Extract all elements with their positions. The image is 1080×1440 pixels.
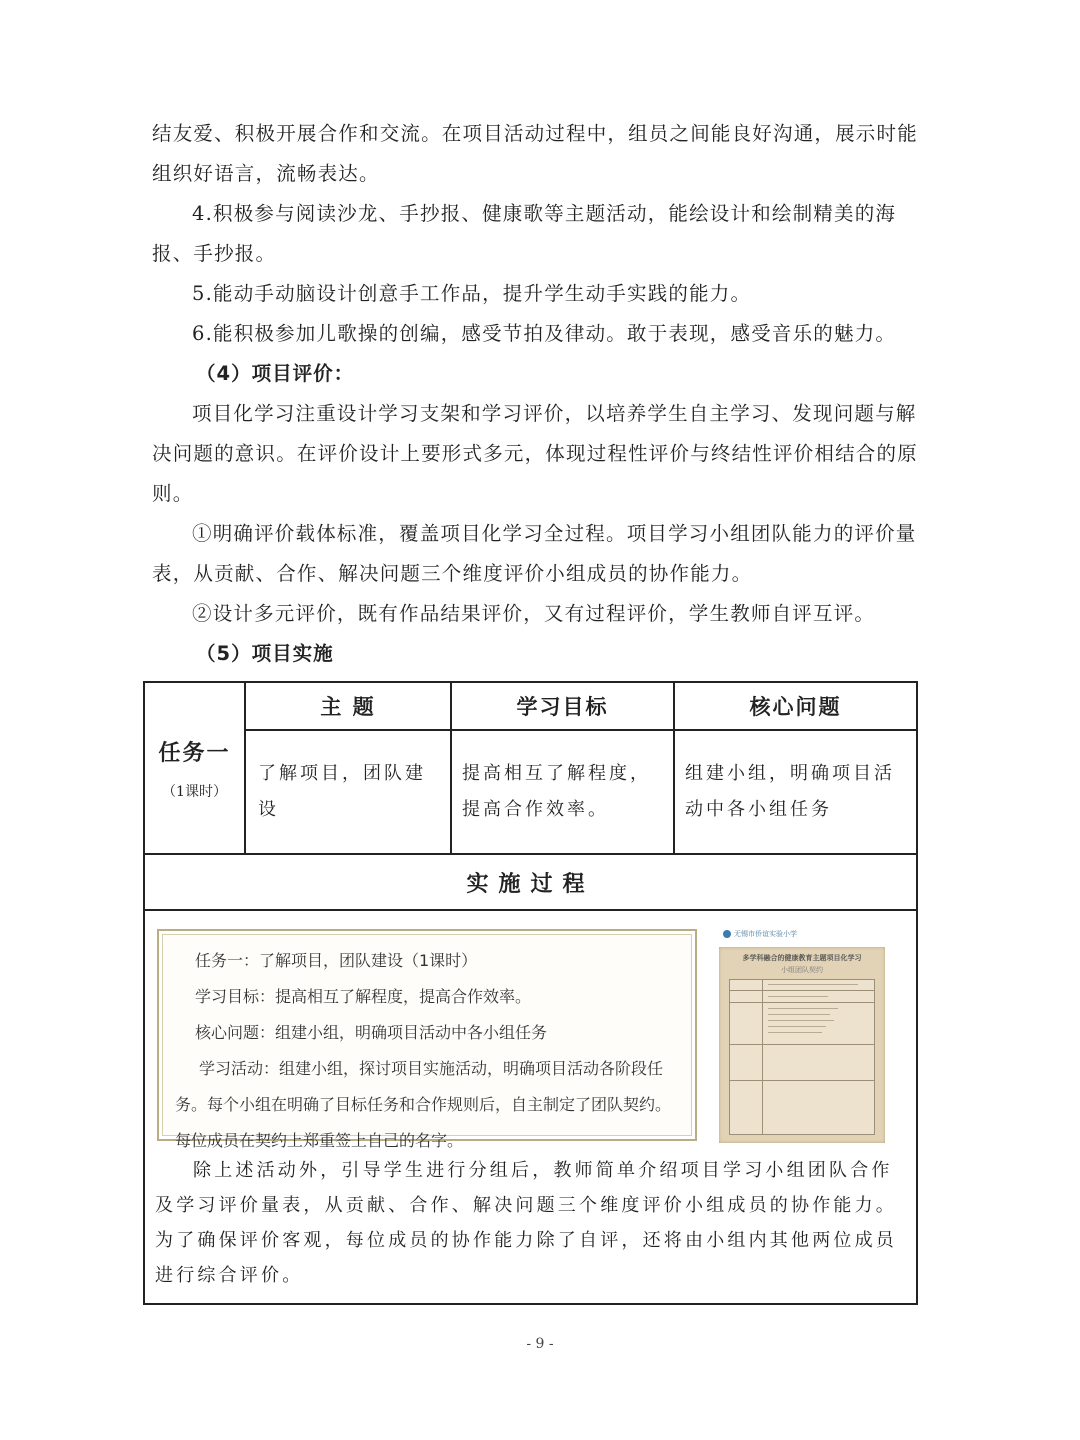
- task-title: 任务一: [158, 740, 231, 766]
- contract-grid-row: [730, 1002, 874, 1003]
- process-description: 除上述活动外，引导学生进行分组后，教师简单介绍项目学习小组团队合作及学习评价量表，从贡献、合作、解决问题三个维度评价小组成员的协作能力。为了确保评价客观，每位成员的协作能力除了自评，还将由小组内其他两位成员进行综合评价。: [155, 1160, 897, 1286]
- header-question: 核心问题: [674, 682, 917, 730]
- contract-text-line: [768, 1026, 826, 1027]
- paragraph-evaluation-point-1: ①明确评价载体标准，覆盖项目化学习全过程。项目学习小组团队能力的评价量表，从贡献、合作、解决问题三个维度评价小组成员的协作能力。: [152, 522, 917, 585]
- contract-text-line: [768, 1020, 834, 1021]
- page-number: - 9 -: [526, 1336, 554, 1352]
- contract-paper: [719, 947, 885, 1143]
- contract-text-line: [768, 984, 858, 985]
- summary-line-question: 核心问题：组建小组，明确项目活动中各小组任务: [195, 1023, 548, 1042]
- implementation-table: [143, 681, 918, 1305]
- task-hours: （1课时）: [162, 783, 227, 800]
- contract-text-line: [768, 996, 828, 997]
- contract-grid-row: [730, 990, 874, 991]
- school-logo: [723, 929, 797, 939]
- theme-text: 了解项目，团队建设: [258, 763, 426, 820]
- contract-title: 多学科融合的健康教育主题项目化学习: [742, 954, 862, 962]
- goal-cell: [451, 730, 674, 854]
- theme-cell: [245, 730, 451, 854]
- team-contract-image: [719, 929, 885, 1143]
- summary-line-goal: 学习目标：提高相互了解程度，提高合作效率。: [195, 987, 532, 1006]
- question-text: 组建小组，明确项目活动中各小组任务: [685, 763, 895, 820]
- contract-grid-divider: [762, 980, 763, 1134]
- question-cell: [674, 730, 917, 854]
- contract-grid-row: [730, 1080, 874, 1081]
- section-heading-evaluation: （4）项目评价：: [196, 362, 355, 385]
- paragraph-evaluation-intro: 项目化学习注重设计学习支架和学习评价，以培养学生自主学习、发现问题与解决问题的意识。在评价设计上要形式多元，体现过程性评价与终结性评价相结合的原则。: [152, 402, 918, 505]
- process-body: [144, 910, 917, 1304]
- contract-subtitle: 小组团队契约: [781, 966, 823, 974]
- header-goal: 学习目标: [451, 682, 674, 730]
- summary-line-task: 任务一：了解项目，团队建设（1课时）: [195, 951, 478, 970]
- contract-grid: [729, 979, 875, 1135]
- contract-text-line: [768, 1008, 838, 1009]
- paragraph-evaluation-point-2: ②设计多元评价，既有作品结果评价，又有过程评价，学生教师自评互评。: [192, 602, 876, 625]
- school-name: 无锡市侨谊实验小学: [734, 930, 797, 938]
- goal-text: 提高相互了解程度，提高合作效率。: [462, 763, 651, 820]
- logo-icon: [723, 930, 731, 938]
- contract-text-line: [768, 1014, 830, 1015]
- paragraph-item-6: 6.能积极参加儿歌操的创编，感受节拍及律动。敢于表现，感受音乐的魅力。: [192, 322, 897, 345]
- contract-text-line: [768, 1032, 822, 1033]
- section-heading-implementation: （5）项目实施: [196, 642, 334, 665]
- process-title: 实施过程: [144, 854, 917, 910]
- header-theme: 主 题: [245, 682, 451, 730]
- summary-line-activity: 学习活动：组建小组，探讨项目实施活动，明确项目活动各阶段任务。每个小组在明确了目标任务和合作规则后，自主制定了团队契约。每位成员在契约上郑重签上自己的名字。: [175, 1059, 672, 1150]
- paragraph-continuation: 结友爱、积极开展合作和交流。在项目活动过程中，组员之间能良好沟通，展示时能组织好语言，流畅表达。: [152, 122, 918, 185]
- paragraph-item-4: 4.积极参与阅读沙龙、手抄报、健康歌等主题活动，能绘设计和绘制精美的海报、手抄报。: [152, 202, 897, 265]
- task-summary-box: [157, 929, 697, 1150]
- contract-grid-row: [730, 1044, 874, 1045]
- task-cell: [144, 682, 245, 854]
- paragraph-item-5: 5.能动手动脑设计创意手工作品，提升学生动手实践的能力。: [192, 282, 752, 305]
